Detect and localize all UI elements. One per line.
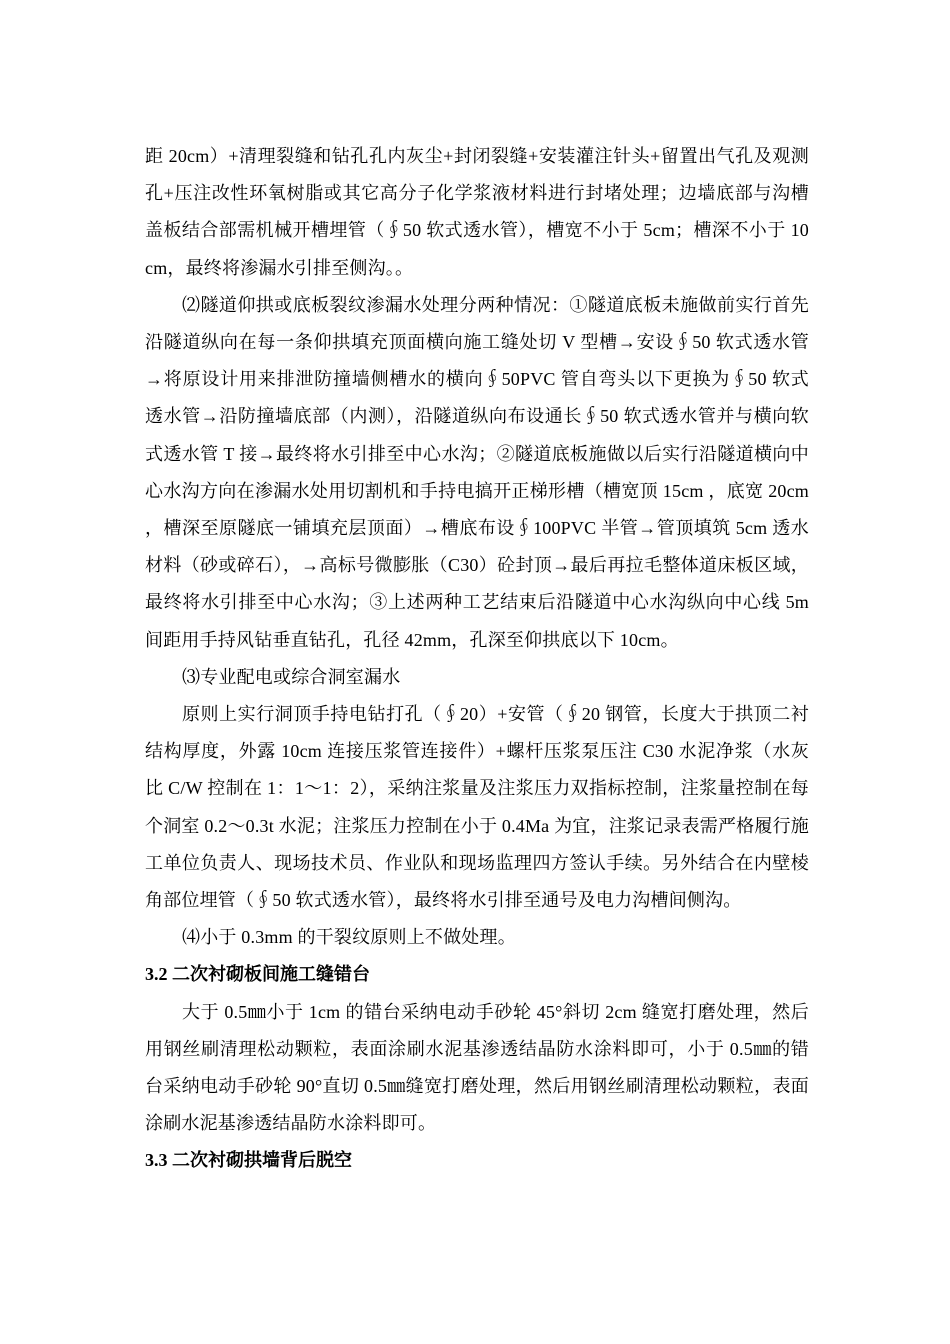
section-heading-3-2: 3.2 二次衬砌板间施工缝错台: [145, 964, 370, 985]
paragraph-dry-crack-note: ⑷小于 0.3mm 的干裂纹原则上不做处理。: [182, 927, 516, 948]
paragraph-joint-misalignment-treatment: 大于 0.5㎜小于 1cm 的错台采纳电动手砂轮 45°斜切 2cm 缝宽打磨处理，然后用钢丝刷清理松动颗粒，表面涂刷水泥基渗透结晶防水涂料即可，小于 0.5㎜的错台采纳电动手砂轮 90°直切 0.5㎜缝宽打磨处理，然后用钢丝刷清理松动颗粒，表面涂刷水泥基渗透结晶防水涂料即可。: [145, 1001, 809, 1134]
paragraph-crack-sealing-continued: 距 20cm）+清理裂缝和钻孔孔内灰尘+封闭裂缝+安装灌注针头+留置出气孔及观测孔+压注改性环氧树脂或其它高分子化学浆液材料进行封堵处理；边墙底部与沟槽盖板结合部需机械开槽埋管（∮50 软式透水管），槽宽不小于 5cm；槽深不小于 10cm，最终将渗漏水引排至侧沟。。: [145, 146, 809, 278]
section-heading-3-3: 3.3 二次衬砌拱墙背后脱空: [145, 1150, 352, 1171]
paragraph-invert-crack-treatment: ⑵隧道仰拱或底板裂纹渗漏水处理分两种情况：①隧道底板未施做前实行首先沿隧道纵向在每一条仰拱填充顶面横向施工缝处切 V 型槽→安设∮50 软式透水管→将原设计用来排泄防撞墙侧槽水的横向∮50PVC 管自弯头以下更换为∮50 软式透水管→沿防撞墙底部（内测），沿隧道纵向布设通长∮50 软式透水管并与横向软式透水管 T 接→最终将水引排至中心水沟；②隧道底板施做以后实行沿隧道横向中心水沟方向在渗漏水处用切割机和手持电搞开正梯形槽（槽宽顶 15cm ，底宽 20cm ，槽深至原隧底一铺填充层顶面）→槽底布设∮100PVC 半管→管顶填筑 5cm 透水材料（砂或碎石），→高标号微膨胀（C30）砼封顶→最后再拉毛整体道床板区域，最终将水引排至中心水沟；③上述两种工艺结束后沿隧道中心水沟纵向中心线 5m 间距用手持风钻垂直钻孔，孔径 42mm，孔深至仰拱底以下 10cm。: [145, 294, 809, 650]
text-column: [145, 138, 809, 1180]
paragraph-equipment-room-leak-title: ⑶专业配电或综合洞室漏水: [182, 666, 401, 687]
paragraph-equipment-room-leak-method: 原则上实行洞顶手持电钻打孔（∮20）+安管（∮20 钢管，长度大于拱顶二衬结构厚度，外露 10cm 连接压浆管连接件）+螺杆压浆泵压注 C30 水泥净浆（水灰比 C/W 控制在 1：1～1：2），采纳注浆量及注浆压力双指标控制，注浆量控制在每个洞室 0.2～0.3t 水泥；注浆压力控制在小于 0.4Ma 为宜，注浆记录表需严格履行施工单位负责人、现场技术员、作业队和现场监理四方签认手续。另外结合在内壁棱角部位埋管（∮50 软式透水管），最终将水引排至通号及电力沟槽间侧沟。: [145, 704, 809, 911]
